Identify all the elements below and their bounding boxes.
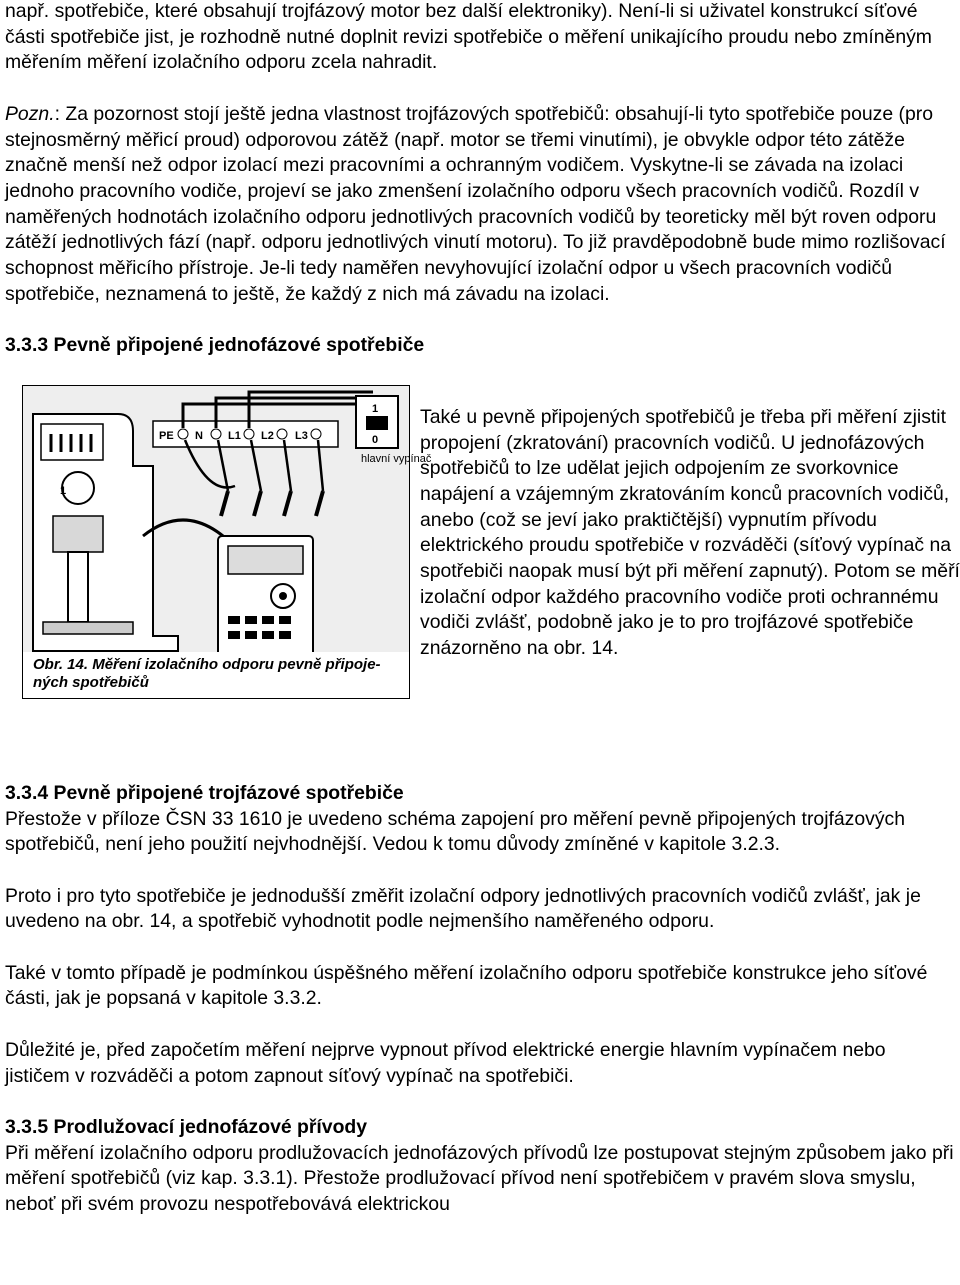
terminal-n: N [195,429,203,442]
section-3-3-4-p2: Proto i pro tyto spotřebiče je jednodušší změřit izolační odpory jednotlivých pracovních vodičů zvlášť, jak je uvedeno na obr. 14, a spotřebič vyhodnotit podle nejmenšího naměřeného odporu. [5,884,921,933]
section-3-3-5-text: Při měření izolačního odporu prodlužovacích jednofázových přívodů lze postupovat stejným způsobem jako při měření spotřebičů (viz kap. 3.3.1). Přestože prodlužovací přívod není spotřebičem v pravém slova smyslu, neboť při svém provozu nespotřebovává elektrickou [5,1141,954,1215]
section-3-3-4-p4: Důležité je, před započetím měření nejprve vypnout přívod elektrické energie hlavním vypínačem nebo jističem v rozváděči a potom zapnout síťový vypínač na spotřebiči. [5,1038,886,1087]
heading-3-3-5: 3.3.5 Prodlužovací jednofázové přívody [5,1115,368,1138]
note-label: Pozn. [5,102,55,125]
heading-3-3-4: 3.3.4 Pevně připojené trojfázové spotřebiče [5,781,404,804]
switch-on-label: 1 [372,402,379,415]
section-3-3-4-p1: Přestože v příloze ČSN 33 1610 je uvedeno schéma zapojení pro měření pevně připojených trojfázových spotřebičů, není jeho použití nejvhodnější. Vedou k tomu důvody zmíněné v kapitole 3.2.3. [5,807,906,856]
document-page [5,0,960,1218]
section-3-3-4-p3: Také v tomto případě je podmínkou úspěšného měření izolačního odporu spotřebiče konstrukce jeho síťové části, jak je popsaná v kapitole 3.3.2. [5,961,928,1010]
heading-3-3-3: 3.3.3 Pevně připojené jednofázové spotřebiče [5,334,425,357]
main-switch-label: hlavní vypínač [361,452,432,465]
section-3-3-3-text: Také u pevně připojených spotřebičů je třeba při měření zjistit propojení (zkratování) pracovních vodičů. U jednofázových spotřebičů to lze udělat jejich odpojením ze svorkovnice napájení a vzájemným zkratováním konců pracovních vodičů, anebo (což se jeví jako praktičtější) vypnutím přívodu elektrického proudu spotřebiče v rozváděči (síťový vypínač na spotřebiči naopak musí být při měření zapnutý). Potom se měří izolační odpor každého pracovního vodiče proti ochrannému vodiči zvlášť, podobně jako je to pro trojfázové spotřebiče znázorněno na obr. 14. [420,405,960,660]
figure-caption: Obr. 14. Měření izolačního odporu pevně připoje-ných spotřebičů [33,655,381,691]
figure-row [5,385,960,725]
note-text: : Za pozornost stojí ještě jedna vlastnost trojfázových spotřebičů: obsahují-li tyto spotřebiče pouze (pro stejnosměrný měřicí proud) odporovou zátěž (např. motor se třemi vinutími), je obvykle odpor této zátěže značně menší než odpor izolací mezi pracovními a ochranným vodičem. Vyskytne-li se závada na izolaci jednoho pracovního vodiče, projeví se jako zmenšení izolačního odporu všech pracovních vodičů. Rozdíl v naměřených hodnotách izolačního odporu jednotlivých pracovních vodičů by teoreticky měl být roven odporu zátěží jednotlivých fází (např. odporu jednotlivých vinutí motoru). To již pravděpodobně bude mimo rozlišovací schopnost měřicího přístroje. Je-li tedy naměřen nevyhovující izolační odpor u všech pracovních vodičů spotřebiče, neznamená to ještě, že každý z nich má závadu na izolaci. [5,102,946,305]
figure-14 [22,385,432,699]
terminal-l3: L3 [295,429,308,442]
terminal-l2: L2 [261,429,274,442]
switch-off-label: 0 [372,433,379,446]
note-paragraph [5,102,955,308]
terminal-pe: PE [159,429,174,442]
paragraph-intro: např. spotřebiče, které obsahují trojfázový motor bez další elektroniky). Není-li si uživatel konstrukcí síťové části spotřebiče jist, je rozhodně nutné doplnit revizi spotřebiče o měření unikajícího proudu nebo zmíněným měřením měření izolačního odporu zcela nahradit. [5,0,932,74]
terminal-l1: L1 [228,429,241,442]
machine-switch-label: 1 [60,484,67,497]
